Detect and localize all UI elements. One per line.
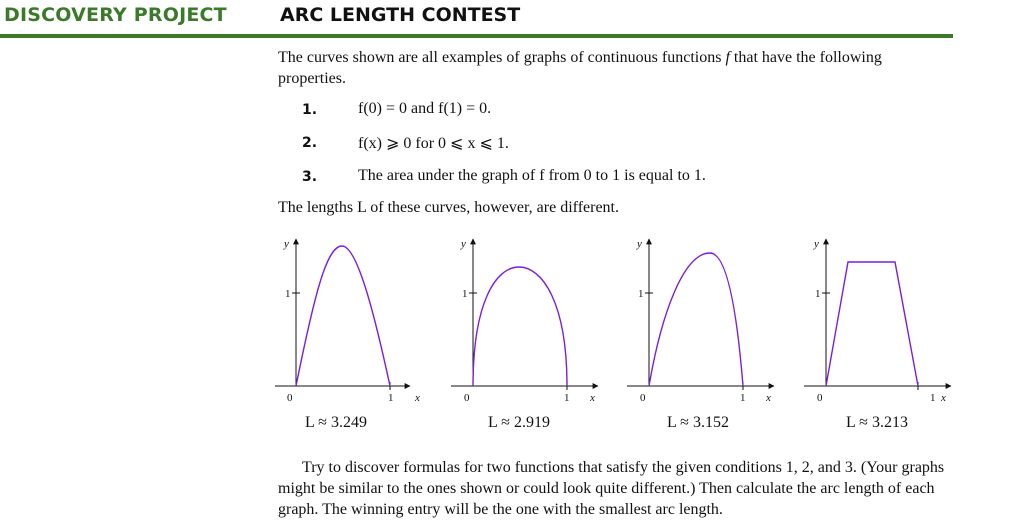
- lengths-sentence: The lengths L of these curves, however, are different.: [278, 199, 619, 216]
- property-number-1: 1.: [302, 102, 318, 118]
- graph-1-y-label: y: [284, 238, 289, 250]
- graph-2-length: L ≈ 2.919: [488, 414, 550, 431]
- graph-1-y-tick-label: 1: [285, 288, 291, 300]
- property-number-2: 2.: [302, 135, 318, 151]
- graph-3-origin: 0: [640, 392, 646, 404]
- graph-3-curve: [649, 253, 743, 386]
- closing-paragraph: [278, 457, 953, 520]
- intro-paragraph: [278, 47, 948, 89]
- graph-2-x-label: x: [590, 392, 595, 404]
- graph-3-y-label: y: [637, 238, 642, 250]
- graph-4-figure: [804, 232, 984, 432]
- intro-text-a: The curves shown are all examples of graphs of continuous functions: [278, 49, 726, 66]
- closing-text: Try to discover formulas for two functions that satisfy the given conditions 1, 2, and 3. (Your graphs might be similar to the ones shown or could look quite different.) Then calculate the arc length of each graph. The winning entry will be the one with the smallest arc length.: [278, 459, 945, 518]
- graph-3-figure: [627, 232, 807, 432]
- property-text-1: f(0) = 0 and f(1) = 0.: [358, 100, 492, 117]
- property-number-3: 3.: [302, 169, 318, 185]
- graph-3-length: L ≈ 3.152: [667, 414, 729, 431]
- graph-2-curve: [473, 267, 567, 386]
- property-text-2: f(x) ⩾ 0 for 0 ⩽ x ⩽ 1.: [358, 135, 509, 152]
- graph-1-curve: [296, 246, 390, 386]
- graph-4-y-label: y: [814, 238, 819, 250]
- graph-3-x-tick-label: 1: [740, 392, 746, 404]
- graph-4-origin: 0: [817, 392, 823, 404]
- graph-1-figure: [275, 232, 455, 432]
- graph-4-curve: [826, 262, 918, 386]
- graph-3-x-label: x: [766, 392, 771, 404]
- section-label: DISCOVERY PROJECT: [4, 4, 227, 26]
- graph-1-x-tick-label: 1: [388, 392, 394, 404]
- graph-2-origin: 0: [464, 392, 470, 404]
- intro-f: f: [725, 49, 730, 66]
- graph-2-figure: [451, 232, 631, 432]
- header-rule: [0, 34, 953, 38]
- graph-2-y-label: y: [461, 238, 466, 250]
- graph-2-x-tick-label: 1: [564, 392, 570, 404]
- graph-1-x-label: x: [415, 392, 420, 404]
- graph-4-x-tick-label: 1: [930, 392, 936, 404]
- graph-4-x-label: x: [941, 392, 946, 404]
- graph-4-y-tick-label: 1: [815, 288, 821, 300]
- graph-1-origin: 0: [287, 392, 293, 404]
- property-text-3: The area under the graph of f from 0 to 1 is equal to 1.: [358, 167, 706, 184]
- intro-text-b: that have the following properties.: [278, 49, 882, 87]
- graph-1-length: L ≈ 3.249: [305, 414, 367, 431]
- graph-3-y-tick-label: 1: [638, 288, 644, 300]
- graph-4-length: L ≈ 3.213: [846, 414, 908, 431]
- page-title: ARC LENGTH CONTEST: [280, 4, 521, 26]
- graph-2-y-tick-label: 1: [462, 288, 468, 300]
